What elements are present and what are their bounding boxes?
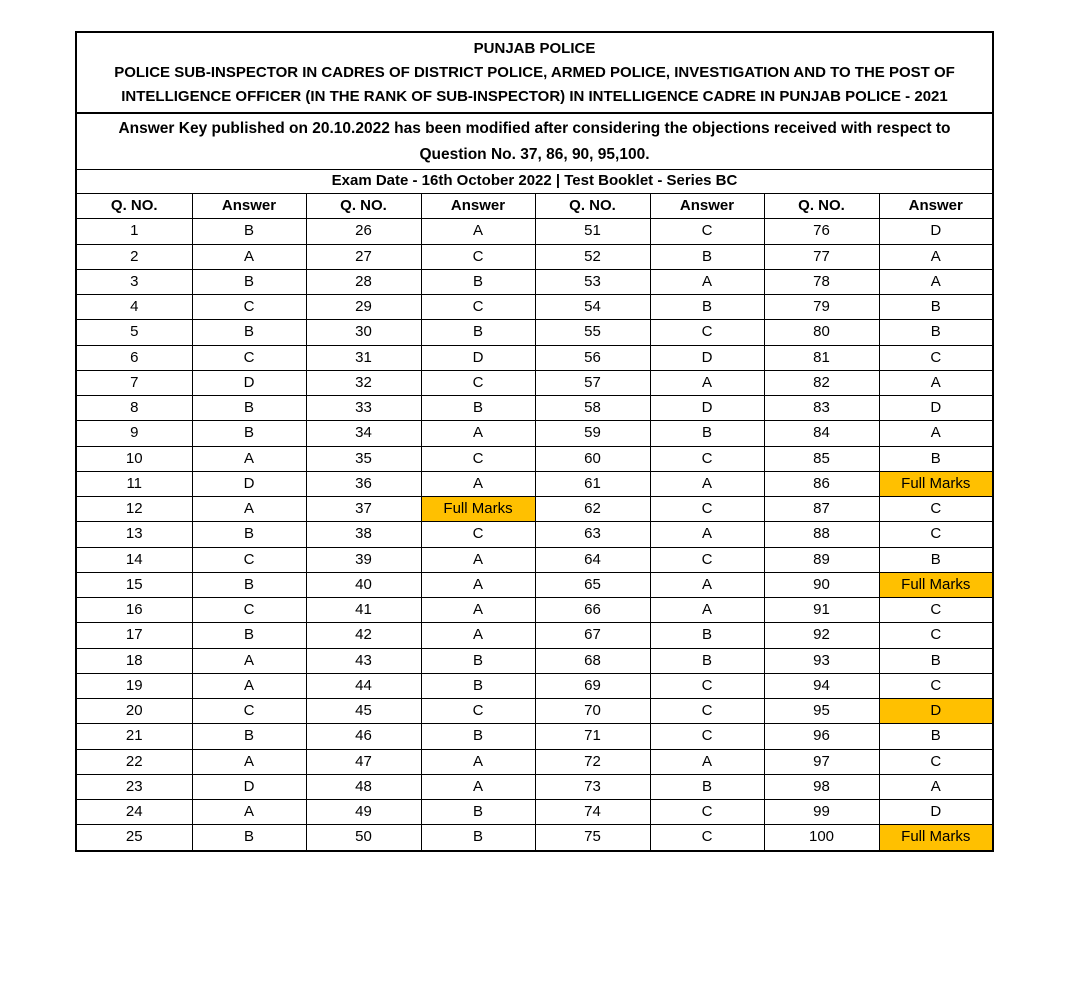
question-number-cell: 13	[77, 522, 192, 547]
answer-cell: B	[192, 522, 306, 547]
notice-line-2: Question No. 37, 86, 90, 95,100.	[419, 146, 650, 163]
answer-cell: A	[650, 598, 764, 623]
answer-cell: D	[421, 345, 535, 370]
answer-cell: B	[192, 623, 306, 648]
answer-cell: D	[879, 396, 992, 421]
question-number-cell: 77	[764, 244, 879, 269]
table-row	[77, 497, 992, 522]
question-number-cell: 75	[535, 825, 650, 850]
question-number-cell: 51	[535, 219, 650, 244]
question-number-cell: 88	[764, 522, 879, 547]
question-number-cell: 86	[764, 471, 879, 496]
table-row	[77, 345, 992, 370]
table-row	[77, 244, 992, 269]
answer-cell: C	[879, 673, 992, 698]
question-number-cell: 12	[77, 497, 192, 522]
question-number-cell: 34	[306, 421, 421, 446]
question-number-cell: 50	[306, 825, 421, 850]
answer-cell: A	[650, 522, 764, 547]
answer-cell: C	[421, 295, 535, 320]
answer-cell: B	[421, 269, 535, 294]
answer-cell: B	[650, 623, 764, 648]
question-number-cell: 48	[306, 774, 421, 799]
answer-cell: B	[650, 421, 764, 446]
table-row	[77, 800, 992, 825]
question-number-cell: 20	[77, 699, 192, 724]
answer-cell: D	[879, 699, 992, 724]
question-number-cell: 11	[77, 471, 192, 496]
answer-cell: A	[421, 547, 535, 572]
answer-cell: B	[879, 547, 992, 572]
answer-cell: A	[421, 219, 535, 244]
answer-cell: A	[650, 572, 764, 597]
table-row	[77, 673, 992, 698]
question-number-cell: 99	[764, 800, 879, 825]
question-number-cell: 79	[764, 295, 879, 320]
table-row	[77, 547, 992, 572]
answer-cell: B	[421, 724, 535, 749]
answer-cell: B	[192, 320, 306, 345]
question-number-cell: 23	[77, 774, 192, 799]
question-number-cell: 36	[306, 471, 421, 496]
question-number-cell: 14	[77, 547, 192, 572]
answer-cell: B	[650, 648, 764, 673]
question-number-cell: 91	[764, 598, 879, 623]
answer-cell: A	[421, 749, 535, 774]
question-number-cell: 5	[77, 320, 192, 345]
answer-cell: B	[879, 724, 992, 749]
answer-cell: A	[421, 421, 535, 446]
answer-cell: B	[650, 295, 764, 320]
question-number-cell: 41	[306, 598, 421, 623]
answer-cell: C	[192, 699, 306, 724]
question-number-cell: 89	[764, 547, 879, 572]
answer-cell: Full Marks	[879, 572, 992, 597]
table-row	[77, 471, 992, 496]
answer-cell: B	[879, 648, 992, 673]
answer-cell: D	[650, 345, 764, 370]
answer-cell: A	[421, 572, 535, 597]
question-number-cell: 38	[306, 522, 421, 547]
answer-cell: A	[192, 497, 306, 522]
question-number-cell: 94	[764, 673, 879, 698]
question-number-cell: 22	[77, 749, 192, 774]
table-row	[77, 724, 992, 749]
question-number-cell: 62	[535, 497, 650, 522]
question-number-cell: 15	[77, 572, 192, 597]
answer-cell: C	[650, 699, 764, 724]
answer-cell: B	[192, 219, 306, 244]
question-number-cell: 76	[764, 219, 879, 244]
question-number-cell: 35	[306, 446, 421, 471]
question-number-cell: 57	[535, 370, 650, 395]
question-number-cell: 82	[764, 370, 879, 395]
question-number-cell: 7	[77, 370, 192, 395]
table-row	[77, 320, 992, 345]
question-number-cell: 9	[77, 421, 192, 446]
answer-cell: C	[421, 244, 535, 269]
question-number-cell: 52	[535, 244, 650, 269]
column-header: Answer	[421, 194, 535, 219]
table-row	[77, 421, 992, 446]
question-number-cell: 28	[306, 269, 421, 294]
answer-cell: A	[421, 774, 535, 799]
question-number-cell: 27	[306, 244, 421, 269]
question-number-cell: 3	[77, 269, 192, 294]
answer-cell: C	[192, 295, 306, 320]
answer-cell: C	[879, 749, 992, 774]
question-number-cell: 39	[306, 547, 421, 572]
question-number-cell: 69	[535, 673, 650, 698]
answer-cell: B	[421, 648, 535, 673]
answer-cell: A	[421, 471, 535, 496]
answer-cell: A	[192, 648, 306, 673]
answer-cell: B	[421, 396, 535, 421]
answer-cell: C	[879, 598, 992, 623]
answer-cell: C	[192, 598, 306, 623]
answer-cell: B	[421, 673, 535, 698]
answer-cell: A	[650, 269, 764, 294]
answer-cell: A	[879, 370, 992, 395]
question-number-cell: 65	[535, 572, 650, 597]
question-number-cell: 63	[535, 522, 650, 547]
answer-cell: C	[650, 673, 764, 698]
question-number-cell: 56	[535, 345, 650, 370]
exam-info: Exam Date - 16th October 2022 | Test Booklet - Series BC	[77, 170, 992, 194]
answer-cell: D	[192, 370, 306, 395]
table-row	[77, 295, 992, 320]
question-number-cell: 24	[77, 800, 192, 825]
question-number-cell: 42	[306, 623, 421, 648]
exam-title-line-1: POLICE SUB-INSPECTOR IN CADRES OF DISTRICT POLICE, ARMED POLICE, INVESTIGATION AND TO THE POST OF	[114, 64, 955, 81]
question-number-cell: 31	[306, 345, 421, 370]
question-number-cell: 95	[764, 699, 879, 724]
answer-cell: D	[879, 800, 992, 825]
answer-cell: A	[192, 244, 306, 269]
table-row	[77, 825, 992, 850]
answer-cell: B	[192, 724, 306, 749]
question-number-cell: 6	[77, 345, 192, 370]
question-number-cell: 32	[306, 370, 421, 395]
document-header	[77, 33, 992, 114]
question-number-cell: 46	[306, 724, 421, 749]
answer-cell: C	[421, 446, 535, 471]
question-number-cell: 33	[306, 396, 421, 421]
answer-cell: A	[650, 471, 764, 496]
answer-cell: B	[192, 825, 306, 850]
answer-cell: B	[879, 295, 992, 320]
question-number-cell: 55	[535, 320, 650, 345]
answer-cell: D	[879, 219, 992, 244]
modification-notice	[77, 114, 992, 170]
answer-cell: C	[421, 370, 535, 395]
table-row	[77, 648, 992, 673]
column-header: Q. NO.	[535, 194, 650, 219]
answer-cell: C	[650, 497, 764, 522]
answer-cell: C	[879, 497, 992, 522]
table-row	[77, 370, 992, 395]
table-row	[77, 749, 992, 774]
question-number-cell: 26	[306, 219, 421, 244]
answer-cell: A	[192, 446, 306, 471]
question-number-cell: 68	[535, 648, 650, 673]
column-header: Answer	[879, 194, 992, 219]
answer-cell: C	[192, 345, 306, 370]
question-number-cell: 43	[306, 648, 421, 673]
answer-cell: Full Marks	[421, 497, 535, 522]
answer-cell: B	[192, 396, 306, 421]
question-number-cell: 66	[535, 598, 650, 623]
answer-cell: C	[192, 547, 306, 572]
question-number-cell: 78	[764, 269, 879, 294]
answer-cell: C	[650, 320, 764, 345]
answer-key-document	[75, 31, 994, 852]
question-number-cell: 61	[535, 471, 650, 496]
question-number-cell: 21	[77, 724, 192, 749]
question-number-cell: 25	[125, 828, 143, 846]
question-number-cell: 4	[77, 295, 192, 320]
answer-cell: B	[879, 320, 992, 345]
question-number-cell: 10	[77, 446, 192, 471]
answer-cell: A	[879, 244, 992, 269]
answer-cell: A	[650, 749, 764, 774]
table-row	[77, 396, 992, 421]
question-number-cell: 71	[535, 724, 650, 749]
table-row	[77, 269, 992, 294]
answer-cell: C	[879, 522, 992, 547]
question-number-cell: 17	[77, 623, 192, 648]
answer-cell: B	[650, 244, 764, 269]
answer-cell: D	[192, 774, 306, 799]
answer-cell: A	[879, 269, 992, 294]
question-number-cell: 47	[306, 749, 421, 774]
question-number-cell: 96	[764, 724, 879, 749]
question-number-cell: 45	[306, 699, 421, 724]
table-row	[77, 774, 992, 799]
answer-cell: A	[879, 421, 992, 446]
question-number-cell: 73	[535, 774, 650, 799]
answer-cell: B	[650, 774, 764, 799]
answer-cell: Full Marks	[879, 471, 992, 496]
answer-cell: Full Marks	[879, 825, 992, 850]
answer-cell: C	[650, 446, 764, 471]
question-number-cell: 18	[77, 648, 192, 673]
question-number-cell: 84	[764, 421, 879, 446]
question-number-cell: 44	[306, 673, 421, 698]
question-number-cell: 49	[306, 800, 421, 825]
question-number-cell: 19	[77, 673, 192, 698]
table-row	[77, 219, 992, 244]
question-number-cell: 60	[535, 446, 650, 471]
question-number-cell: 90	[764, 572, 879, 597]
question-number-cell: 92	[764, 623, 879, 648]
answer-cell: C	[650, 800, 764, 825]
question-number-cell: 67	[535, 623, 650, 648]
answer-cell: B	[192, 421, 306, 446]
question-number-cell: 100	[764, 825, 879, 850]
question-number-cell: 53	[535, 269, 650, 294]
question-number-cell: 85	[764, 446, 879, 471]
question-number-cell: 30	[306, 320, 421, 345]
answer-cell: C	[650, 825, 764, 850]
question-number-cell: 93	[764, 648, 879, 673]
question-number-cell: 8	[77, 396, 192, 421]
table-row	[77, 572, 992, 597]
answer-cell: A	[192, 749, 306, 774]
answer-cell: C	[650, 219, 764, 244]
answer-cell: A	[421, 623, 535, 648]
table-header-row	[77, 194, 992, 219]
answer-cell: B	[192, 269, 306, 294]
question-number-cell: 54	[535, 295, 650, 320]
column-header: Answer	[192, 194, 306, 219]
question-number-cell: 80	[764, 320, 879, 345]
table-row	[77, 699, 992, 724]
answer-cell: D	[650, 396, 764, 421]
column-header: Q. NO.	[306, 194, 421, 219]
notice-line-1: Answer Key published on 20.10.2022 has been modified after considering the objections received with respect to	[118, 120, 951, 137]
column-header: Q. NO.	[77, 194, 192, 219]
table-row	[77, 598, 992, 623]
answer-key-table	[77, 194, 992, 850]
question-number-cell: 40	[306, 572, 421, 597]
answer-cell: C	[879, 345, 992, 370]
answer-cell: D	[192, 471, 306, 496]
question-number-cell: 72	[535, 749, 650, 774]
answer-cell: B	[879, 446, 992, 471]
question-number-cell: 37	[306, 497, 421, 522]
question-number-cell: 59	[535, 421, 650, 446]
column-header: Answer	[650, 194, 764, 219]
table-row	[77, 623, 992, 648]
organization-title: PUNJAB POLICE	[473, 40, 596, 57]
question-number-cell: 98	[764, 774, 879, 799]
question-number-cell: 2	[77, 244, 192, 269]
question-number-cell: 29	[306, 295, 421, 320]
table-row	[77, 446, 992, 471]
question-number-cell: 81	[764, 345, 879, 370]
question-number-cell: 87	[764, 497, 879, 522]
question-number-cell: 16	[77, 598, 192, 623]
question-number-cell: 74	[535, 800, 650, 825]
question-number-cell: 70	[535, 699, 650, 724]
answer-cell: A	[421, 598, 535, 623]
answer-cell: C	[421, 699, 535, 724]
answer-cell: A	[192, 673, 306, 698]
answer-cell: B	[421, 825, 535, 850]
question-number-cell: 64	[535, 547, 650, 572]
question-number-cell: 83	[764, 396, 879, 421]
answer-key-body	[77, 219, 992, 850]
answer-cell: C	[650, 724, 764, 749]
table-row	[77, 522, 992, 547]
answer-cell: B	[421, 800, 535, 825]
answer-cell: B	[421, 320, 535, 345]
answer-cell: B	[192, 572, 306, 597]
answer-cell: C	[650, 547, 764, 572]
answer-cell: C	[421, 522, 535, 547]
answer-cell: A	[650, 370, 764, 395]
answer-cell: C	[879, 623, 992, 648]
exam-title-line-2: INTELLIGENCE OFFICER (IN THE RANK OF SUB-INSPECTOR) IN INTELLIGENCE CADRE IN PUNJAB POLICE - 2021	[121, 88, 948, 105]
column-header: Q. NO.	[764, 194, 879, 219]
question-number-cell: 58	[535, 396, 650, 421]
answer-cell: A	[192, 800, 306, 825]
answer-cell: A	[879, 774, 992, 799]
question-number-cell: 97	[764, 749, 879, 774]
question-number-cell: 1	[77, 219, 192, 244]
